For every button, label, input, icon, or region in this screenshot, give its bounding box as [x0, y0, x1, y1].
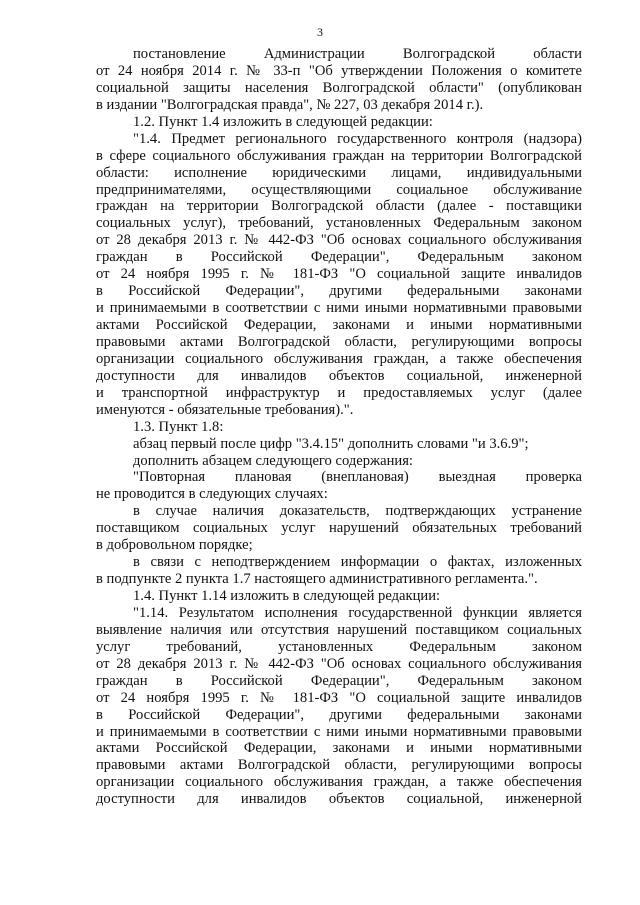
text-line: предпринимателями, осуществляющими социальное обслуживание [96, 181, 582, 198]
text-line: 1.2. Пункт 1.4 изложить в следующей редакции: [133, 113, 433, 130]
text-line: 1.3. Пункт 1.8: [133, 418, 224, 435]
text-line: не проводится в следующих случаях: [96, 486, 328, 503]
text-line: абзац первый после цифр "3.4.15" дополнить словами "и 3.6.9"; [133, 435, 529, 452]
text-line: в подпункте 2 пункта 1.7 настоящего административного регламента.". [96, 571, 538, 588]
text-line: и принимаемыми в соответствии с ними иными нормативными правовыми [96, 300, 582, 317]
text-line: именуются - обязательные требования).". [96, 401, 354, 418]
text-line: актами Российской Федерации, законами и иными нормативными [96, 740, 582, 757]
text-line: "Повторная плановая (внеплановая) выездная проверка [133, 469, 582, 486]
text-line: в случае наличия доказательств, подтверждающих устранение [133, 503, 582, 520]
text-line: 1.4. Пункт 1.14 изложить в следующей редакции: [133, 588, 441, 604]
text-line: выявление наличия или отсутствия нарушений поставщиком социальных [96, 621, 582, 638]
text-line: от 24 ноября 1995 г. № 181-ФЗ "О социальной защите инвалидов [96, 689, 582, 706]
text-line: правовыми актами Волгоградской области, регулирующими вопросы [96, 333, 582, 350]
text-line: доступности для инвалидов объектов социальной, инженерной [96, 791, 582, 808]
text-line: постановление Администрации Волгоградской области [133, 46, 582, 62]
text-line: социальных услуг), требований, установленных Федеральным законом [96, 215, 582, 232]
page-number: 3 [317, 25, 323, 39]
text-line: услуг требований, установленных Федеральным законом [96, 638, 582, 655]
text-line: и принимаемыми в соответствии с ними иными нормативными правовыми [96, 723, 582, 740]
text-line: правовыми актами Волгоградской области, регулирующими вопросы [96, 757, 582, 774]
text-line: от 28 декабря 2013 г. № 442-ФЗ "Об основах социального обслуживания [96, 655, 582, 672]
text-line: в Российской Федерации", другими федеральными законами [96, 706, 582, 723]
text-line: в сфере социального обслуживания граждан на территории Волгоградской [96, 147, 582, 164]
text-line: "1.4. Предмет регионального государственного контроля (надзора) [133, 130, 582, 147]
text-line: социальной защиты населения Волгоградской области" (опубликован [96, 79, 582, 96]
text-line: организации социального обслуживания граждан, а также обеспечения [96, 774, 582, 791]
text-line: дополнить абзацем следующего содержания: [133, 452, 413, 469]
text-line: доступности для инвалидов объектов социальной, инженерной [96, 367, 582, 384]
document-body [96, 46, 582, 808]
text-line: от 24 ноября 2014 г. № 33-п "Об утверждении Положения о комитете [96, 62, 582, 79]
text-line: от 24 ноября 1995 г. № 181-ФЗ "О социальной защите инвалидов [96, 266, 582, 283]
text-line: и транспортной инфраструктур и предоставляемых услуг (далее [96, 384, 582, 401]
text-line: граждан на территории Волгоградской области (далее - поставщики [96, 198, 582, 215]
text-line: области: исполнение юридическими лицами, индивидуальными [96, 164, 582, 181]
text-line: в связи с неподтверждением информации о фактах, изложенных [133, 554, 582, 571]
text-line: граждан в Российской Федерации", Федеральным законом [96, 672, 582, 689]
text-line: в издании "Волгоградская правда", № 227, 03 декабря 2014 г.). [96, 96, 484, 113]
text-line: в добровольном порядке; [96, 537, 253, 554]
text-line: "1.14. Результатом исполнения государственной функции является [133, 604, 582, 621]
text-line: от 28 декабря 2013 г. № 442-ФЗ "Об основах социального обслуживания [96, 232, 582, 249]
text-line: поставщиком социальных услуг нарушений обязательных требований [96, 520, 582, 537]
text-line: в Российской Федерации", другими федеральными законами [96, 283, 582, 300]
text-line: граждан в Российской Федерации", Федеральным законом [96, 249, 582, 266]
text-line: организации социального обслуживания граждан, а также обеспечения [96, 350, 582, 367]
text-line: актами Российской Федерации, законами и иными нормативными [96, 317, 582, 333]
